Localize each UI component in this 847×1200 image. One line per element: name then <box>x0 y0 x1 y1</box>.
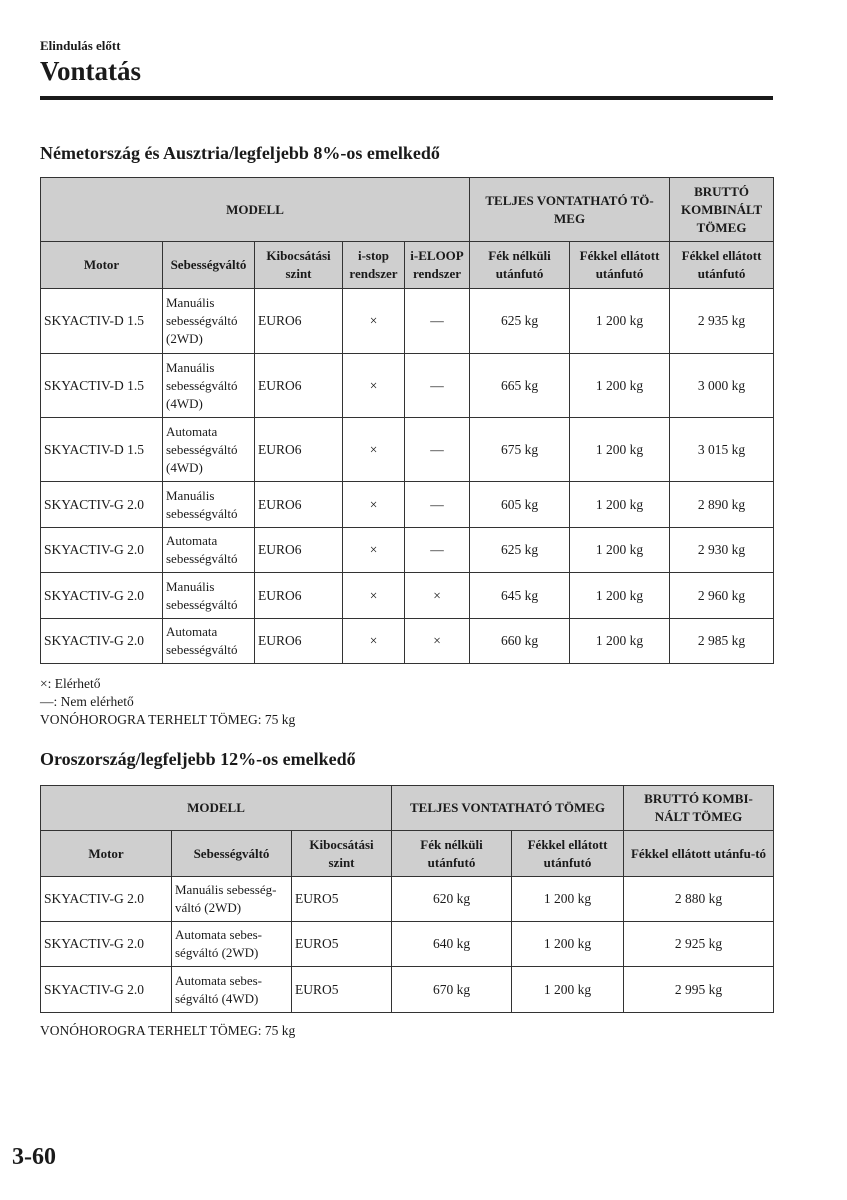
page-title: Vontatás <box>40 56 142 86</box>
notes-russia <box>40 1022 295 1040</box>
cell-transmission: Manuális sebesség-váltó (2WD) <box>172 877 292 922</box>
section-heading-germany-austria: Németország és Ausztria/legfeljebb 8%-os emelkedő <box>40 143 440 163</box>
cell-unbraked: 645 kg <box>470 573 570 619</box>
cell-motor: SKYACTIV-G 2.0 <box>41 482 163 528</box>
cell-gross: 2 930 kg <box>670 528 774 573</box>
cell-transmission: Automata sebességváltó (4WD) <box>163 418 255 482</box>
cell-istop: × <box>343 482 405 528</box>
column-header: Sebességváltó <box>163 242 255 289</box>
cell-braked: 1 200 kg <box>512 967 624 1013</box>
column-header: Kibocsátási szint <box>292 831 392 877</box>
cell-transmission: Automata sebességváltó <box>163 528 255 573</box>
cell-ieloop: — <box>405 354 470 418</box>
cell-braked: 1 200 kg <box>570 354 670 418</box>
cell-unbraked: 625 kg <box>470 289 570 354</box>
column-header: Fék nélküli utánfutó <box>392 831 512 877</box>
column-header: Fék nélküli utánfutó <box>470 242 570 289</box>
cell-ieloop: — <box>405 418 470 482</box>
group-header-towable: TELJES VONTATHATÓ TÖ-MEG <box>470 178 670 242</box>
cell-braked: 1 200 kg <box>570 619 670 664</box>
cell-istop: × <box>343 418 405 482</box>
cell-emission: EURO6 <box>255 528 343 573</box>
section-kicker: Elindulás előtt <box>40 38 121 53</box>
cell-emission: EURO6 <box>255 289 343 354</box>
cell-emission: EURO6 <box>255 354 343 418</box>
cell-transmission: Manuális sebességváltó <box>163 482 255 528</box>
cell-emission: EURO6 <box>255 619 343 664</box>
cell-transmission: Automata sebes-ségváltó (2WD) <box>172 922 292 967</box>
column-header: Fékkel ellátott utánfutó <box>670 242 774 289</box>
cell-motor: SKYACTIV-D 1.5 <box>41 418 163 482</box>
group-header-model: MODELL <box>41 178 470 242</box>
note-tongue-load: VONÓHOROGRA TERHELT TÖMEG: 75 kg <box>40 1023 296 1038</box>
table-row <box>41 922 774 967</box>
column-header: Motor <box>41 242 163 289</box>
cell-ieloop: — <box>405 289 470 354</box>
cell-motor: SKYACTIV-G 2.0 <box>41 877 172 922</box>
note-not-available: —: Nem elérhető <box>40 694 134 709</box>
cell-gross: 2 935 kg <box>670 289 774 354</box>
cell-motor: SKYACTIV-G 2.0 <box>41 573 163 619</box>
cell-emission: EURO6 <box>255 573 343 619</box>
cell-ieloop: × <box>405 619 470 664</box>
cell-transmission: Automata sebességváltó <box>163 619 255 664</box>
cell-unbraked: 660 kg <box>470 619 570 664</box>
cell-istop: × <box>343 573 405 619</box>
group-header-model: MODELL <box>41 786 392 831</box>
cell-gross: 3 015 kg <box>670 418 774 482</box>
column-header: Motor <box>41 831 172 877</box>
group-header-gross: BRUTTÓ KOMBINÁLT TÖMEG <box>670 178 774 242</box>
table-row <box>41 877 774 922</box>
column-header: Fékkel ellátott utánfutó <box>512 831 624 877</box>
cell-transmission: Manuális sebességváltó (2WD) <box>163 289 255 354</box>
cell-istop: × <box>343 289 405 354</box>
table-row <box>41 528 774 573</box>
cell-motor: SKYACTIV-D 1.5 <box>41 354 163 418</box>
towing-table-germany-austria <box>40 177 774 664</box>
note-available: ×: Elérhető <box>40 676 101 691</box>
cell-braked: 1 200 kg <box>570 418 670 482</box>
cell-motor: SKYACTIV-G 2.0 <box>41 967 172 1013</box>
group-header-towable: TELJES VONTATHATÓ TÖMEG <box>392 786 624 831</box>
table-row <box>41 418 774 482</box>
column-header: i-ELOOP rendszer <box>405 242 470 289</box>
cell-motor: SKYACTIV-G 2.0 <box>41 922 172 967</box>
column-header: Fékkel ellátott utánfutó <box>570 242 670 289</box>
column-header: Kibocsátási szint <box>255 242 343 289</box>
cell-braked: 1 200 kg <box>512 922 624 967</box>
table-row <box>41 289 774 354</box>
section-heading-russia: Oroszország/legfeljebb 12%-os emelkedő <box>40 749 356 769</box>
cell-transmission: Automata sebes-ségváltó (4WD) <box>172 967 292 1013</box>
cell-transmission: Manuális sebességváltó <box>163 573 255 619</box>
cell-emission: EURO5 <box>292 877 392 922</box>
note-tongue-load: VONÓHOROGRA TERHELT TÖMEG: 75 kg <box>40 712 296 727</box>
cell-braked: 1 200 kg <box>570 289 670 354</box>
cell-gross: 3 000 kg <box>670 354 774 418</box>
cell-unbraked: 670 kg <box>392 967 512 1013</box>
cell-transmission: Manuális sebességváltó (4WD) <box>163 354 255 418</box>
cell-gross: 2 985 kg <box>670 619 774 664</box>
cell-istop: × <box>343 619 405 664</box>
cell-motor: SKYACTIV-G 2.0 <box>41 528 163 573</box>
column-header: i-stop rendszer <box>343 242 405 289</box>
cell-gross: 2 960 kg <box>670 573 774 619</box>
cell-unbraked: 620 kg <box>392 877 512 922</box>
cell-unbraked: 665 kg <box>470 354 570 418</box>
table-row <box>41 619 774 664</box>
title-divider <box>40 96 773 100</box>
cell-istop: × <box>343 354 405 418</box>
cell-gross: 2 880 kg <box>624 877 774 922</box>
cell-ieloop: × <box>405 573 470 619</box>
cell-unbraked: 675 kg <box>470 418 570 482</box>
group-header-gross: BRUTTÓ KOMBI-NÁLT TÖMEG <box>624 786 774 831</box>
cell-emission: EURO6 <box>255 482 343 528</box>
cell-ieloop: — <box>405 528 470 573</box>
cell-unbraked: 640 kg <box>392 922 512 967</box>
column-header: Sebességváltó <box>172 831 292 877</box>
cell-gross: 2 925 kg <box>624 922 774 967</box>
cell-gross: 2 995 kg <box>624 967 774 1013</box>
table-row <box>41 573 774 619</box>
towing-table-russia <box>40 785 774 1013</box>
cell-braked: 1 200 kg <box>570 482 670 528</box>
cell-emission: EURO6 <box>255 418 343 482</box>
table-row <box>41 482 774 528</box>
cell-unbraked: 625 kg <box>470 528 570 573</box>
table-row <box>41 967 774 1013</box>
cell-motor: SKYACTIV-G 2.0 <box>41 619 163 664</box>
cell-gross: 2 890 kg <box>670 482 774 528</box>
cell-braked: 1 200 kg <box>512 877 624 922</box>
cell-istop: × <box>343 528 405 573</box>
page-number: 3-60 <box>12 1144 56 1170</box>
cell-emission: EURO5 <box>292 922 392 967</box>
cell-braked: 1 200 kg <box>570 528 670 573</box>
table-row <box>41 354 774 418</box>
cell-ieloop: — <box>405 482 470 528</box>
notes-germany-austria <box>40 675 295 729</box>
cell-emission: EURO5 <box>292 967 392 1013</box>
cell-unbraked: 605 kg <box>470 482 570 528</box>
cell-braked: 1 200 kg <box>570 573 670 619</box>
column-header: Fékkel ellátott utánfu-tó <box>624 831 774 877</box>
cell-motor: SKYACTIV-D 1.5 <box>41 289 163 354</box>
